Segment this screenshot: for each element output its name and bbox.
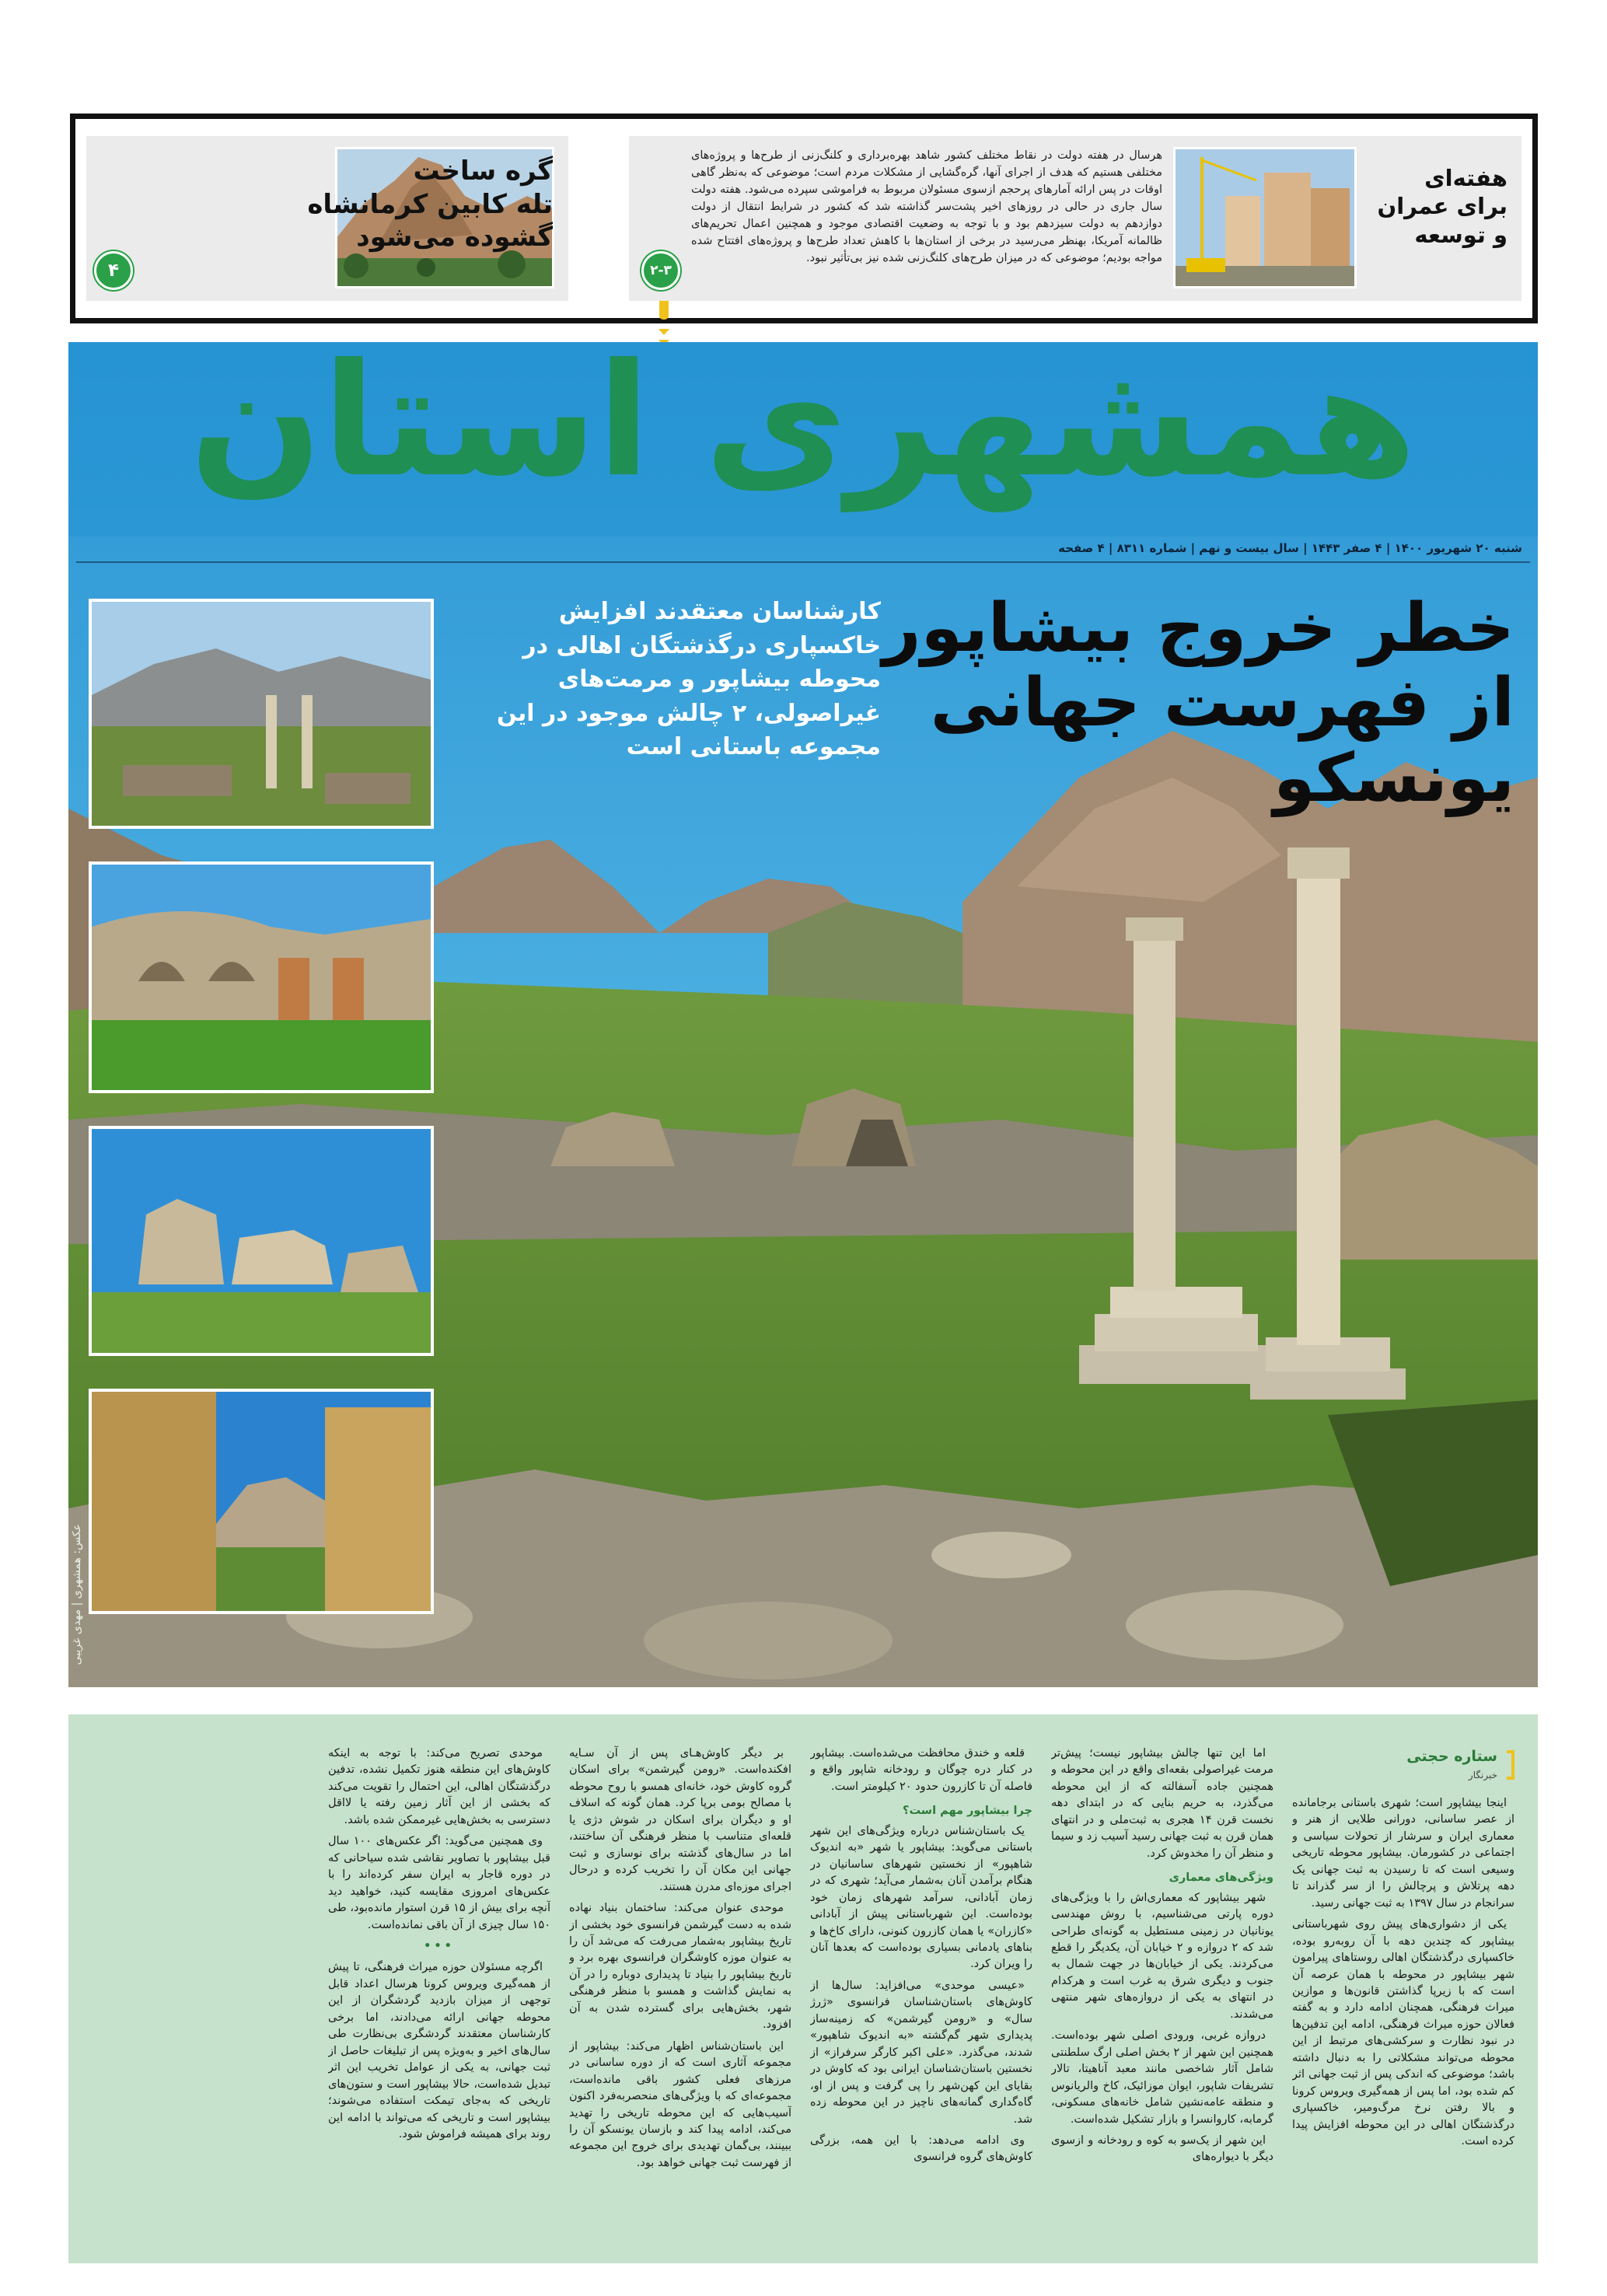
article-paragraph: یکی از دشواری‌های پیش روی شهرباستانی بیشاپور که چندین دهه با آن روبه‌رو بوده، خاکسپاری درگذشتگان اهالی روستاهای پیرامون شهر بیشاپور در محوطه با همان عرصه آن است که با زیرپا گذاشتن قانون‌ها و موازین میراث فرهنگی، همچنان ادامه دارد و به گفته فعالان حوزه میراث فرهنگی، ادامه این تدفین‌ها در نبود نظارت و سرکشی‌های مرتبط از این محوطه می‌تواند مشکلاتی را به دنبال داشته باشد؛ موضوعی که اندکی پس از ثبت جهانی اثر کم شده بود، اما پس از همه‌گیری ویروس کرونا و بالا رفتن نرخ مرگ‌ومیر، خاکسپاری درگذشتگان اهالی در این محوطه افزایش پیدا کرده است. [1292,1918,1514,2148]
article-paragraph: این شهر از یک‌سو به کوه و رودخانه و ازسوی دیگر با دیواره‌های [1051,2133,1273,2164]
development-week-summary: هرسال در هفته دولت در نقاط مختلف کشور شاهد بهره‌برداری و کلنگ‌زنی از طرح‌ها و پروژه‌های مختلفی هستیم که هدف از اجرای آنها، گره‌گشایی از مشکلات مردم است؛ موضوعی که به‌نظر گاهی اوقات در پس ارائه آمارهای پرحجم ازسوی مسئولان مربوط به فراموشی سپرده می‌شود. هفته دولت سال جاری در حالی در روزهای اخیر پشت‌سر گذاشته شد که کشور در شرایط انتقال از دولت دوازدهم به دولت سیزدهم بود و با توجه به وضعیت اقتصادی موجود و همچنین اعمال تحریم‌های ظالمانه آمریکا، بهنظر می‌رسید در برخی از استان‌ها با کاهش تعداد طرح‌ها و پروژه‌های افتتاح شده مواجه بودیم؛ موضوعی که در میزان طرح‌های کلنگ‌زنی شده نیز بی‌تأثیر نبود. [691,149,1162,265]
byline-bracket-right [1507,1750,1514,1780]
headline-line-2: از فهرست جهانی یونسکو [930,664,1514,817]
article-paragraph: این باستان‌شناس اظهار می‌کند: بیشاپور از مجموعه آثاری است که از دوره ساسانی در مرزهای فعلی کشور باقی مانده‌است، مجموعه‌ای که با ویژگی‌های منحصربه‌فرد اکنون آسیب‌هایی که این محوطه تاریخی را تهدید می‌کند، ادامه پیدا کند و بازسان یونسکو آن را ببینند، بی‌گمان تهدیدی برای خروج این مجموعه از فهرست ثبت جهانی خواهد بود. [569,2039,791,2169]
main-headline [877,591,1514,816]
headline-lead: کارشناسان معتقدند افزایش خاکسپاری درگذشتگان اهالی در محوطه بیشاپور و مرمت‌های غیراصولی، ۲ چالش موجود در این مجموعه باستانی است [496,598,881,760]
page-badge-2-3[interactable]: ۲-۳ [641,251,680,290]
article-column-2 [1051,1746,1273,2240]
dateline: شنبه ۲۰ شهریور ۱۴۰۰ | ۴ صفر ۱۴۴۳ | سال بیست و نهم | شماره ۸۳۱۱ | ۴ صفحه [1058,541,1522,555]
cable-car-title-line-3: گشوده می‌شود [356,222,553,253]
article-column-4 [569,1746,791,2240]
side-photo-palace[interactable] [89,1126,434,1356]
cable-car-title-line-2: تله کابین کرمانشاه [307,188,553,220]
article-paragraph: موحدی عنوان می‌کند: ساختمان بنیاد نهاده شده به دست گیرشمن فرانسوی خود بخشی از تاریخ بیشاپور به‌شمار می‌رفت که می‌شد آن را به عنوان موزه کاوشگران فرانسوی بهره برد و تاریخ بیشاپور را بنیاد تا پدیداری دوباره را در آن به نمایش گذاشت و همسو با منظر فرهنگی شهر، بخش‌هایی برای گسترده شدن به آن افزود. [569,1902,791,2032]
article-paragraph: «عیسی موحدی» می‌افزاید: سال‌ها از کاوش‌های باستان‌شناسان فرانسوی «ژرژ سال» و «رومن گیرشمن» که زمینه‌ساز پدیداری شهر گم‌گشته «به اندیوک شاهپور» شدند، می‌گذرد. «علی اکبر کارگر سرفراز» از نخستین باستان‌شناسان ایرانی بود که کاوش در بقایای این کهن‌شهر را پی گرفت و پس از او، گاه‌گداری گمانه‌های ناچیز در این محوطه زده شد. [810,1979,1032,2126]
article-subheading: چرا بیشاپور مهم است؟ [903,1805,1032,1818]
development-title-line-3: و توسعه [1414,221,1507,248]
development-week-title [1377,164,1507,249]
page-badge-4[interactable]: ۴ [94,251,133,290]
teaser-cable-car[interactable] [86,136,568,301]
teaser-development-week[interactable] [629,136,1521,301]
side-photo-columns[interactable] [89,599,434,829]
masthead-logo-text: همشهری استان [189,342,1417,512]
side-photo-stone-walls[interactable] [89,1389,434,1614]
article-column-1 [1292,1746,1514,2240]
article-paragraph: قلعه و خندق محافظت می‌شده‌است. بیشاپور در کنار دره چوگان و رودخانه شاپور واقع و فاصله آن تا کازرون حدود ۲۰ کیلومتر است. [810,1747,1032,1793]
article-paragraph: موحدی تصریح می‌کند: با توجه به اینکه کاوش‌های این منطقه هنوز تکمیل نشده، تدفین درگذشتگان اهالی، این احتمال را تقویت می‌کند که بخشی از این آثار زمین رفته یا لااقل دسترسی به بخش‌هایی غیرممکن شده باشد. [328,1747,550,1826]
article-paragraph: یک باستان‌شناس درباره ویژگی‌های این شهر باستانی می‌گوید: بیشاپور یا شهر «به اندیوک شاهپور» از نخستین شهرهای ساسانیان در هنگام برآمدن آنان به‌شمار می‌آید؛ شهری که در زمان آبادانی، سرآمد شهرهای زمان خود بوده‌است. این شهرباستانی پیش از آبادانی «کازران» یا همان کازرون کنونی، دارای کاخ‌ها و بناهای یادمانی بسیاری بوده‌است که بعدها آنان را ویران کرد. [810,1824,1032,1971]
article-paragraph: اینجا بیشاپور است؛ شهری باستانی برجامانده از عصر ساسانی، دورانی طلایی از هنر و معماری ایران و سرشار از تحولات سیاسی و اجتماعی در کشورمان. بیشاپور محوطه تاریخی وسیعی است که تا رسیدن به ثبت جهانی یک دهه پرتلاش و پرچالش را از سر گذراند تا سرانجام در سال ۱۳۹۷ به ثبت جهانی رسید. [1292,1797,1514,1910]
article-paragraph: وی همچنین می‌گوید: اگر عکس‌های ۱۰۰ سال قبل بیشاپور با تصاویر نقاشی شده سیاحانی که در دوره قاجار به ایران سفر کرده‌اند را با عکس‌های امروزی مقایسه کنید، خواهید دید آنچه برای بیش از ۱۵ قرن استوار مانده‌بود، طی ۱۵۰ سال چیزی از آن باقی نمانده‌است. [328,1835,550,1931]
author-name: ستاره حجتی [1406,1748,1497,1765]
article-paragraph: دروازه غربی، ورودی اصلی شهر بوده‌است. همچنین این شهر از ۲ بخش اصلی ارگ سلطنتی شامل آثار شاخصی مانند معبد آناهیتا، تالار تشریفات شاپور، ایوان موزائیک، کاخ والریانوس و منطقه عامه‌نشین شامل خانه‌های مسکونی، گرمابه، کاروانسرا و بازار تشکیل شده‌است. [1051,2029,1273,2126]
article-paragraph: بر دیگر کاوش‌هـای پس از آن سـایه افکنده‌است. «رومن گیرشمن» برای اسکان گروه کاوش خود، خانه‌ای همسو با روح محوطه با مصالح بومی برپا کرد. همان گونه که اسلاف او و دیگران برای اسکان در شوش دژی یا قلعه‌ای متناسب با منظر فرهنگی آن ساختند، اما در سال‌های گذشته برای نوسازی و ثبت جهانی این مکان آن را تخریب کرده و درحال اجرای موزه‌ای مدرن هستند. [569,1747,791,1893]
article-section [68,1714,1538,2263]
hero-section [68,342,1538,1687]
cable-car-title [307,155,553,254]
article-subheading: ویژگی‌های معماری [1169,1871,1273,1885]
author-role: خبرنگار [1468,1770,1497,1781]
headline-line-1: خطر خروج بیشاپور [882,589,1514,667]
article-paragraph: اما این تنها چالش بیشاپور نیست؛ پیش‌تر مرمت غیراصولی بقعه‌ای واقع در این محوطه و همچنین جاده آسفالته که از این محوطه می‌گذرد، به حریم بنایی که در ابتدای دهه نخست قرن ۱۴ هجری به ثبت‌ملی و در انتهای همان قرن به ثبت جهانی رسید آسیب زد و سیما و منظر آن را مخدوش کرد. [1051,1747,1273,1860]
article-column-5 [328,1746,550,2240]
development-title-line-2: برای عمران [1377,193,1507,220]
construction-photo [1173,147,1357,288]
masthead-logo [68,342,1538,536]
photo-credit: عکس: همشهری | مهدی غریبی [71,1524,83,1665]
article-column-3 [810,1746,1032,2240]
article-paragraph: وی ادامه می‌دهد: با این همه، بزرگی کاوش‌های گروه فرانسوی [810,2133,1032,2164]
section-separator-dots: ••• [424,1939,455,1952]
cable-car-title-line-1: گره ساخت [413,156,553,187]
teaser-box [70,114,1538,323]
development-title-line-1: هفته‌ای [1424,165,1507,191]
byline [1292,1746,1514,1795]
dateline-divider [76,561,1530,563]
article-paragraph: شهر بیشاپور که معماری‌اش را با ویژگی‌های دوره پارتی می‌شناسیم، با روش مهندسی یونانیان در زمینی مستطیل به گونه‌ای طراحی شد که ۲ دروازه و ۲ خیابان آن، یکدیگر را قطع می‌کردند. یکی از خیابان‌ها در جهت شمال به جنوب و دیگری شرق به غرب است و هرکدام در انتهای به یکی از دروازه‌های شهر منتهی می‌شدند. [1051,1891,1273,2021]
side-photo-arches[interactable] [89,861,434,1093]
article-paragraph: اگرچه مسئولان حوزه میراث فرهنگی، تا پیش از همه‌گیری ویروس کرونا هرسال اعداد قابل توجهی از میزان بازدید گردشگران از این محوطه جهانی ارائه می‌دادند، اما برخی کارشناسان معتقدند گردشگری بی‌نظارت طی سال‌های اخیر و به‌ویژه پس از تبلیغات حاصل از ثبت جهانی، به یکی از عوامل تخریب این اثر تبدیل شده‌است، حالا بیشاپور است و ستون‌های تاریخی که به‌جای تیمکت استفاده می‌شوند؛ بیشاپور است و تاریخی که می‌تواند با ادامه این روند برای همیشه فراموش شود. [328,1961,550,2140]
